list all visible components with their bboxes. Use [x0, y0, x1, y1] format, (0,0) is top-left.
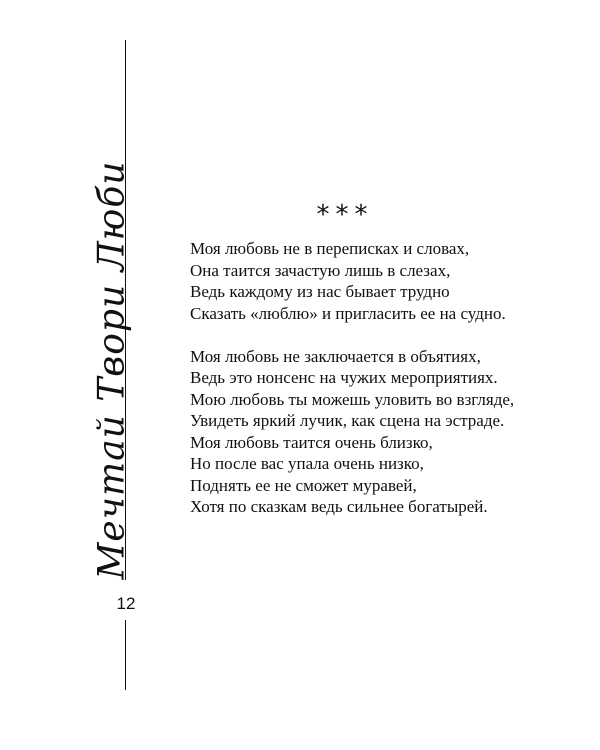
running-title-text: Мечтай Твори Люби	[91, 160, 133, 580]
poem-line: Увидеть яркий лучик, как сцена на эстраде.	[190, 411, 505, 430]
poem-line: Она таится зачастую лишь в слезах,	[190, 260, 451, 280]
page-number: 12	[116, 594, 136, 613]
poem	[190, 238, 590, 518]
poem-line: Сказать «люблю» и пригласить ее на судно.	[190, 303, 506, 323]
poem-line: Мою любовь ты можешь уловить во взгляде,	[190, 389, 515, 409]
stanza-2	[190, 346, 590, 518]
stanza-1	[190, 238, 590, 324]
poem-line: Ведь это нонсенс на чужих мероприятиях.	[190, 368, 498, 387]
poem-line: Хотя по сказкам ведь сильнее богатырей.	[190, 497, 488, 516]
poem-line: Моя любовь таится очень близко,	[190, 432, 433, 452]
poem-line: Моя любовь не в переписках и словах,	[190, 239, 470, 258]
poem-line: Ведь каждому из нас бывает трудно	[190, 282, 450, 301]
margin-rule-bottom	[125, 620, 126, 690]
poem-line: Но после вас упала очень низко,	[190, 454, 424, 473]
section-ornament: ***	[316, 200, 374, 230]
poem-line: Поднять ее не сможет муравей,	[190, 475, 417, 495]
poem-line: Моя любовь не заключается в объятиях,	[190, 346, 481, 366]
